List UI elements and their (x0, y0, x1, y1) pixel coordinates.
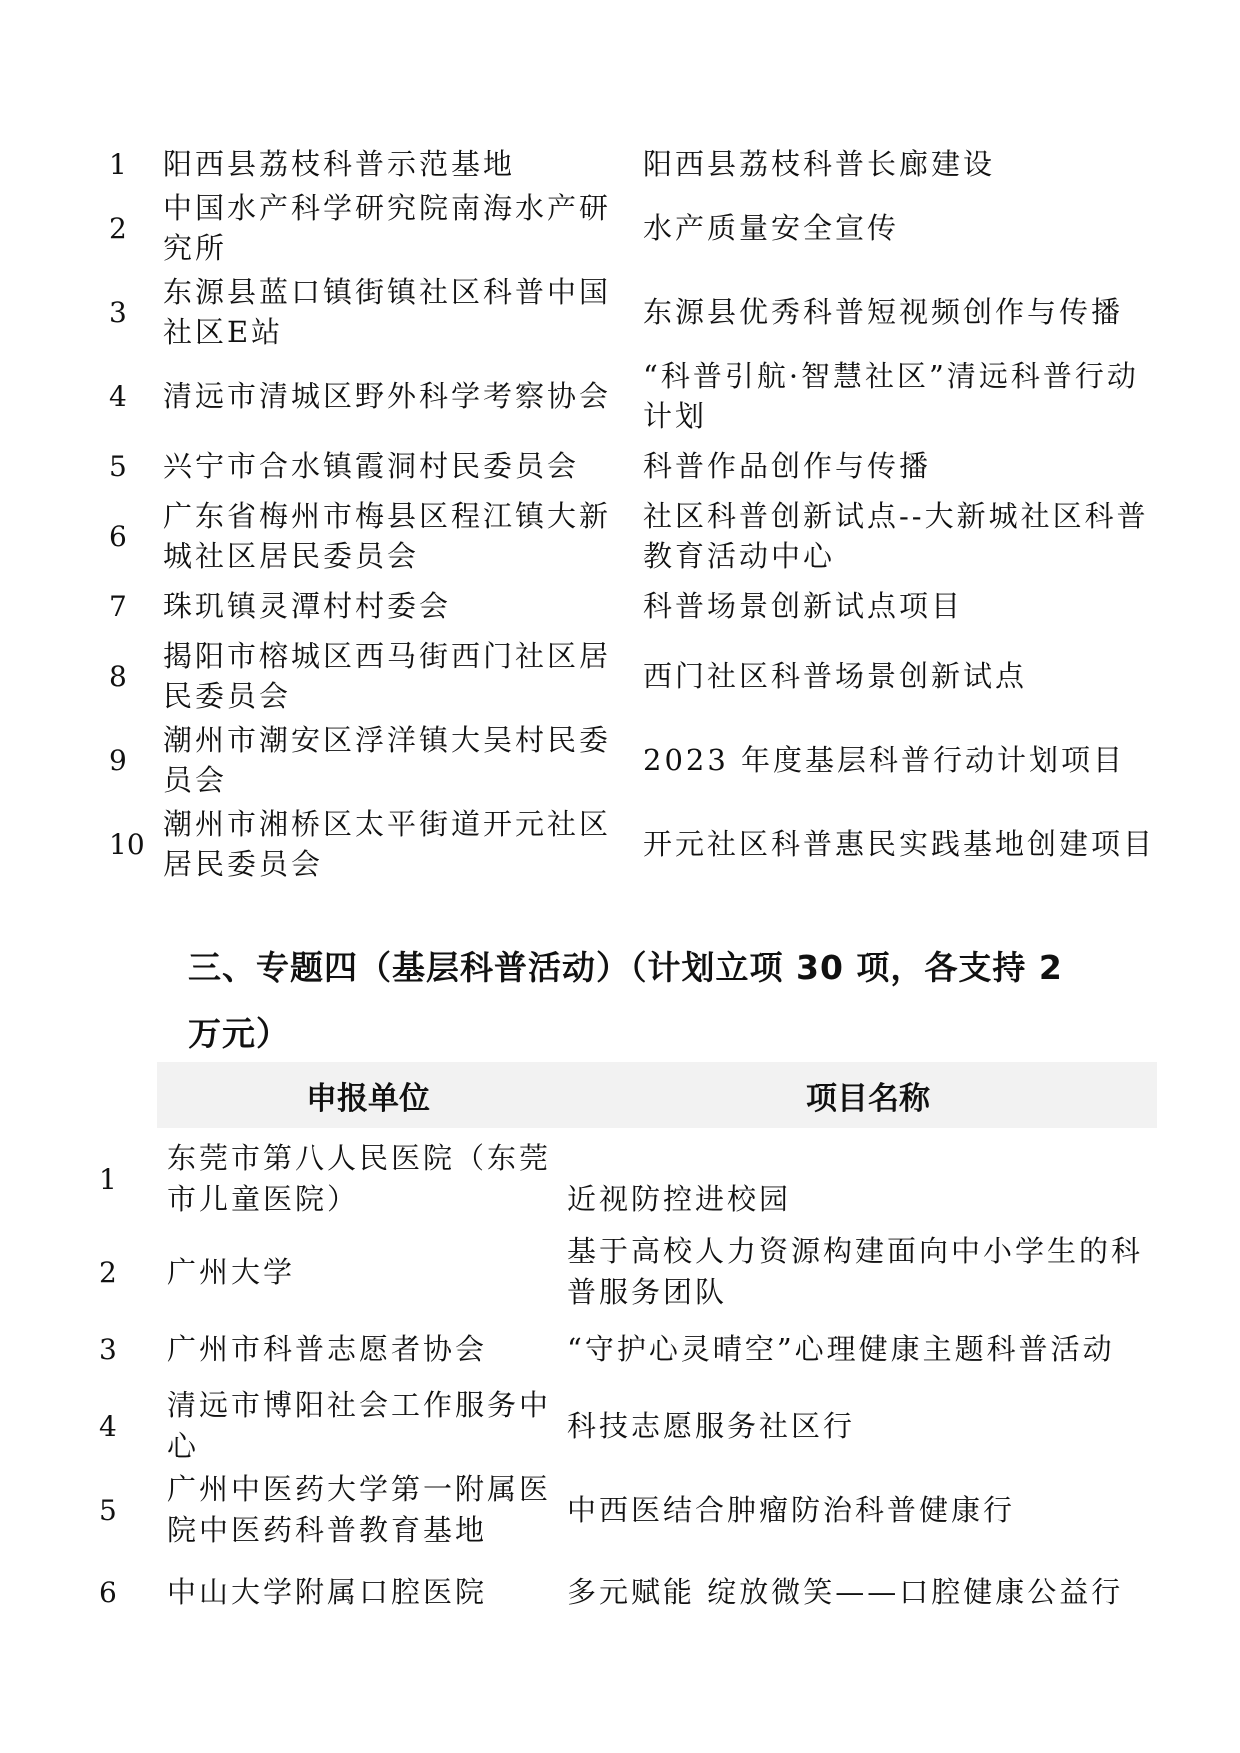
table-row (95, 438, 1165, 494)
section-heading: 三、专题四（基层科普活动）（计划立项 30 项，各支持 2 万元） (188, 948, 1063, 1053)
row-number: 2 (109, 211, 127, 245)
table-row (95, 718, 1165, 802)
project-table-topic-4 (95, 1062, 1165, 1632)
row-number: 4 (109, 379, 127, 413)
row-number: 2 (99, 1255, 117, 1289)
row-number: 5 (109, 449, 127, 483)
row-number: 4 (99, 1409, 117, 1443)
project-name: 水产质量安全宣传 (643, 211, 900, 245)
project-name: “守护心灵晴空”心理健康主题科普活动 (567, 1331, 1115, 1366)
applicant-unit: 广州大学 (167, 1254, 296, 1289)
project-name: 科技志愿服务社区行 (567, 1408, 856, 1443)
row-number: 6 (99, 1575, 117, 1609)
table-row (95, 1384, 1165, 1468)
row-number: 6 (109, 519, 127, 553)
row-number: 1 (99, 1162, 117, 1196)
table-row (95, 1128, 1165, 1230)
row-number: 3 (99, 1332, 117, 1366)
row-number: 1 (109, 147, 127, 181)
applicant-unit: 广州市科普志愿者协会 (167, 1331, 488, 1366)
project-name: 开元社区科普惠民实践基地创建项目 (643, 827, 1156, 861)
table-row (95, 142, 1165, 186)
project-name: “科普引航·智慧社区”清远科普行动计划 (643, 359, 1139, 433)
project-name: 多元赋能 绽放微笑——口腔健康公益行 (567, 1574, 1124, 1609)
project-name: 东源县优秀科普短视频创作与传播 (643, 295, 1124, 329)
project-table-continued (95, 142, 1165, 886)
project-name: 社区科普创新试点--大新城社区科普教育活动中心 (643, 499, 1149, 573)
table-row (95, 494, 1165, 578)
project-name: 中西医结合肿瘤防治科普健康行 (567, 1492, 1016, 1527)
project-name: 科普作品创作与传播 (643, 449, 932, 483)
applicant-unit: 广东省梅州市梅县区程江镇大新城社区居民委员会 (163, 499, 612, 573)
applicant-unit: 清远市清城区野外科学考察协会 (163, 379, 612, 413)
table-row (95, 1468, 1165, 1552)
applicant-unit: 揭阳市榕城区西马街西门社区居民委员会 (163, 639, 612, 713)
applicant-unit: 东源县蓝口镇街镇社区科普中国社区E站 (163, 275, 612, 349)
project-name: 科普场景创新试点项目 (643, 589, 964, 623)
table-row (95, 802, 1165, 886)
table-row (95, 1552, 1165, 1632)
applicant-unit: 潮州市潮安区浮洋镇大吴村民委员会 (163, 723, 612, 797)
project-name: 西门社区科普场景创新试点 (643, 659, 1028, 693)
table-header (157, 1062, 1157, 1128)
row-number: 10 (109, 827, 145, 861)
row-number: 8 (109, 659, 127, 693)
table-row (95, 578, 1165, 634)
table-row (95, 354, 1165, 438)
row-number: 3 (109, 295, 127, 329)
row-number: 7 (109, 589, 127, 623)
table-row (95, 634, 1165, 718)
header-project-name: 项目名称 (806, 1080, 930, 1117)
header-applicant-unit: 申报单位 (306, 1080, 430, 1117)
project-name: 阳西县荔枝科普长廊建设 (643, 147, 996, 181)
table-row (95, 186, 1165, 270)
table-row (95, 270, 1165, 354)
table-row (95, 1230, 1165, 1314)
row-number: 9 (109, 743, 127, 777)
applicant-unit: 广州中医药大学第一附属医院中医药科普教育基地 (167, 1472, 552, 1547)
row-number: 5 (99, 1493, 117, 1527)
project-name: 基于高校人力资源构建面向中小学生的科普服务团队 (567, 1234, 1144, 1309)
table-row (95, 1314, 1165, 1384)
applicant-unit: 兴宁市合水镇霞洞村民委员会 (163, 449, 580, 483)
applicant-unit: 阳西县荔枝科普示范基地 (163, 147, 516, 181)
project-name: 近视防控进校园 (567, 1182, 792, 1216)
applicant-unit: 清远市博阳社会工作服务中心 (167, 1388, 552, 1463)
applicant-unit: 潮州市湘桥区太平街道开元社区居民委员会 (163, 807, 612, 881)
applicant-unit: 东莞市第八人民医院（东莞市儿童医院） (167, 1141, 552, 1216)
applicant-unit: 珠玑镇灵潭村村委会 (163, 589, 452, 623)
applicant-unit: 中国水产科学研究院南海水产研究所 (163, 191, 612, 265)
project-name: 2023 年度基层科普行动计划项目 (643, 743, 1126, 777)
applicant-unit: 中山大学附属口腔医院 (167, 1574, 488, 1609)
